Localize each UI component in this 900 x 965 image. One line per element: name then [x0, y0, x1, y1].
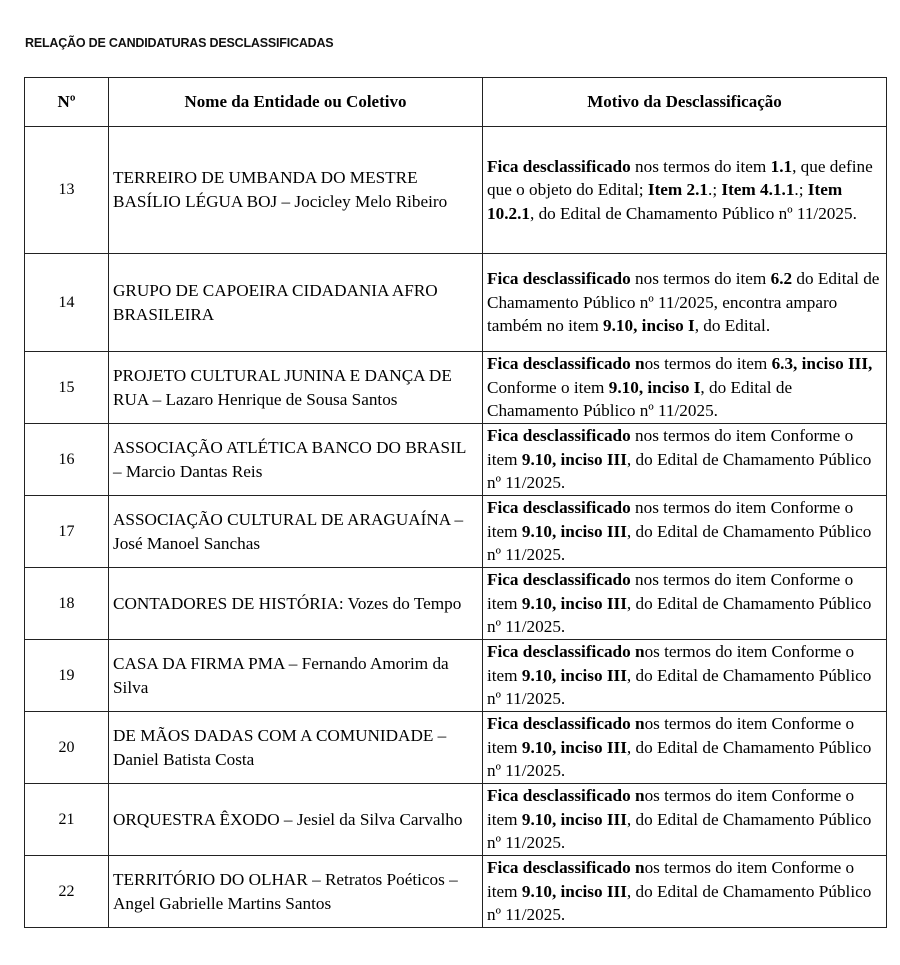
reason-segment: nos termos do item: [630, 269, 771, 289]
row-number: 18: [25, 568, 109, 640]
disqualification-reason: [483, 424, 887, 496]
reason-segment: Conforme o item: [487, 377, 609, 397]
reason-segment: os termos do item Conforme o item: [487, 786, 855, 829]
entity-name: TERREIRO DE UMBANDA DO MESTRE BASÍLIO LÉGUA BOJ – Jocicley Melo Ribeiro: [109, 127, 483, 254]
reason-bold-segment: Fica desclassificado n: [487, 786, 645, 806]
reason-bold-segment: 9.10, inciso I: [603, 316, 695, 336]
reason-segment: , do Edital de Chamamento Público nº 11/2025.: [487, 809, 872, 853]
table-header-row: [25, 78, 887, 127]
table-row: [25, 640, 887, 712]
reason-segment: , do Edital de Chamamento Público nº 11/2025.: [487, 449, 872, 493]
reason-segment: , que define que o objeto do Edital;: [487, 156, 873, 200]
entity-name: PROJETO CULTURAL JUNINA E DANÇA DE RUA – Lazaro Henrique de Sousa Santos: [109, 352, 483, 424]
reason-bold-segment: 9.10, inciso III: [521, 881, 627, 901]
disqualification-reason: [483, 254, 887, 352]
document-title: RELAÇÃO DE CANDIDATURAS DESCLASSIFICADAS: [25, 36, 334, 50]
reason-segment: os termos do item Conforme o item: [487, 714, 855, 757]
reason-segment: , do Edital de Chamamento Público nº 11/2025.: [529, 203, 857, 223]
row-number: 17: [25, 496, 109, 568]
table-row: [25, 127, 887, 254]
table-row: [25, 352, 887, 424]
reason-segment: , do Edital de Chamamento Público nº 11/2025.: [487, 737, 872, 781]
reason-bold-segment: 9.10, inciso III: [521, 521, 627, 541]
table-row: [25, 568, 887, 640]
entity-name: CONTADORES DE HISTÓRIA: Vozes do Tempo: [109, 568, 483, 640]
disqualification-reason: [483, 568, 887, 640]
reason-bold-segment: Fica desclassificado: [487, 570, 631, 590]
entity-name: ASSOCIAÇÃO CULTURAL DE ARAGUAÍNA – José Manoel Sanchas: [109, 496, 483, 568]
reason-segment: , do Edital de Chamamento Público nº 11/2025.: [487, 521, 872, 565]
entity-name: CASA DA FIRMA PMA – Fernando Amorim da Silva: [109, 640, 483, 712]
table-row: [25, 254, 887, 352]
table-row: [25, 424, 887, 496]
header-entity: Nome da Entidade ou Coletivo: [109, 78, 483, 127]
table-row: [25, 784, 887, 856]
disqualification-reason: [483, 496, 887, 568]
reason-bold-segment: 6.3, inciso III,: [771, 354, 873, 374]
row-number: 13: [25, 127, 109, 254]
row-number: 16: [25, 424, 109, 496]
disqualification-reason: [483, 856, 887, 928]
reason-segment: , do Edital de Chamamento Público nº 11/2025.: [487, 881, 872, 925]
reason-bold-segment: Fica desclassificado n: [487, 642, 645, 662]
reason-segment: os termos do item Conforme o item: [487, 642, 855, 685]
reason-bold-segment: Item 2.1: [647, 180, 709, 200]
row-number: 22: [25, 856, 109, 928]
reason-segment: .;: [794, 180, 804, 200]
table-row: [25, 712, 887, 784]
reason-bold-segment: 9.10, inciso III: [521, 809, 627, 829]
reason-bold-segment: Fica desclassificado n: [487, 354, 645, 374]
row-number: 19: [25, 640, 109, 712]
reason-segment: nos termos do item: [630, 156, 771, 176]
row-number: 21: [25, 784, 109, 856]
reason-bold-segment: Fica desclassificado n: [487, 714, 645, 734]
reason-bold-segment: 9.10, inciso III: [521, 449, 627, 469]
disqualification-reason: [483, 640, 887, 712]
entity-name: GRUPO DE CAPOEIRA CIDADANIA AFRO BRASILEIRA: [109, 254, 483, 352]
header-reason: Motivo da Desclassificação: [483, 78, 887, 127]
reason-segment: .;: [708, 180, 718, 200]
reason-bold-segment: 1.1: [770, 156, 793, 176]
reason-bold-segment: Fica desclassificado: [487, 269, 631, 289]
reason-bold-segment: 9.10, inciso III: [521, 737, 627, 757]
reason-bold-segment: Fica desclassificado: [487, 498, 631, 518]
reason-bold-segment: 9.10, inciso I: [608, 377, 701, 397]
reason-segment: nos termos do item Conforme o item: [487, 570, 854, 613]
reason-segment: do Edital de Chamamento Público nº 11/2025, encontra amparo também no item: [487, 269, 880, 336]
reason-segment: , do Edital de Chamamento Público nº 11/2025.: [487, 665, 872, 709]
reason-segment: nos termos do item Conforme o item: [487, 498, 854, 541]
row-number: 14: [25, 254, 109, 352]
reason-bold-segment: Item 10.2.1: [487, 180, 843, 223]
reason-segment: os termos do item Conforme o item: [487, 858, 855, 901]
disqualification-reason: [483, 127, 887, 254]
reason-bold-segment: Fica desclassificado: [487, 426, 631, 446]
row-number: 15: [25, 352, 109, 424]
reason-segment: os termos do item: [644, 354, 772, 374]
table-row: [25, 496, 887, 568]
disqualified-table: [24, 77, 887, 928]
disqualification-reason: [483, 352, 887, 424]
entity-name: TERRITÓRIO DO OLHAR – Retratos Poéticos – Angel Gabrielle Martins Santos: [109, 856, 483, 928]
disqualification-reason: [483, 784, 887, 856]
disqualification-reason: [483, 712, 887, 784]
reason-bold-segment: Fica desclassificado: [487, 156, 631, 176]
table-row: [25, 856, 887, 928]
header-number: Nº: [25, 78, 109, 127]
reason-bold-segment: Fica desclassificado n: [487, 858, 645, 878]
row-number: 20: [25, 712, 109, 784]
reason-bold-segment: Item 4.1.1: [717, 180, 795, 200]
reason-bold-segment: 9.10, inciso III: [521, 593, 627, 613]
reason-segment: , do Edital de Chamamento Público nº 11/2025.: [487, 593, 872, 637]
reason-bold-segment: 6.2: [770, 269, 793, 289]
reason-segment: , do Edital de Chamamento Público nº 11/2025.: [487, 377, 793, 421]
reason-segment: nos termos do item Conforme o item: [487, 426, 854, 469]
entity-name: ASSOCIAÇÃO ATLÉTICA BANCO DO BRASIL – Marcio Dantas Reis: [109, 424, 483, 496]
entity-name: DE MÃOS DADAS COM A COMUNIDADE – Daniel Batista Costa: [109, 712, 483, 784]
entity-name: ORQUESTRA ÊXODO – Jesiel da Silva Carvalho: [109, 784, 483, 856]
reason-bold-segment: 9.10, inciso III: [521, 665, 627, 685]
reason-segment: , do Edital.: [694, 316, 771, 336]
